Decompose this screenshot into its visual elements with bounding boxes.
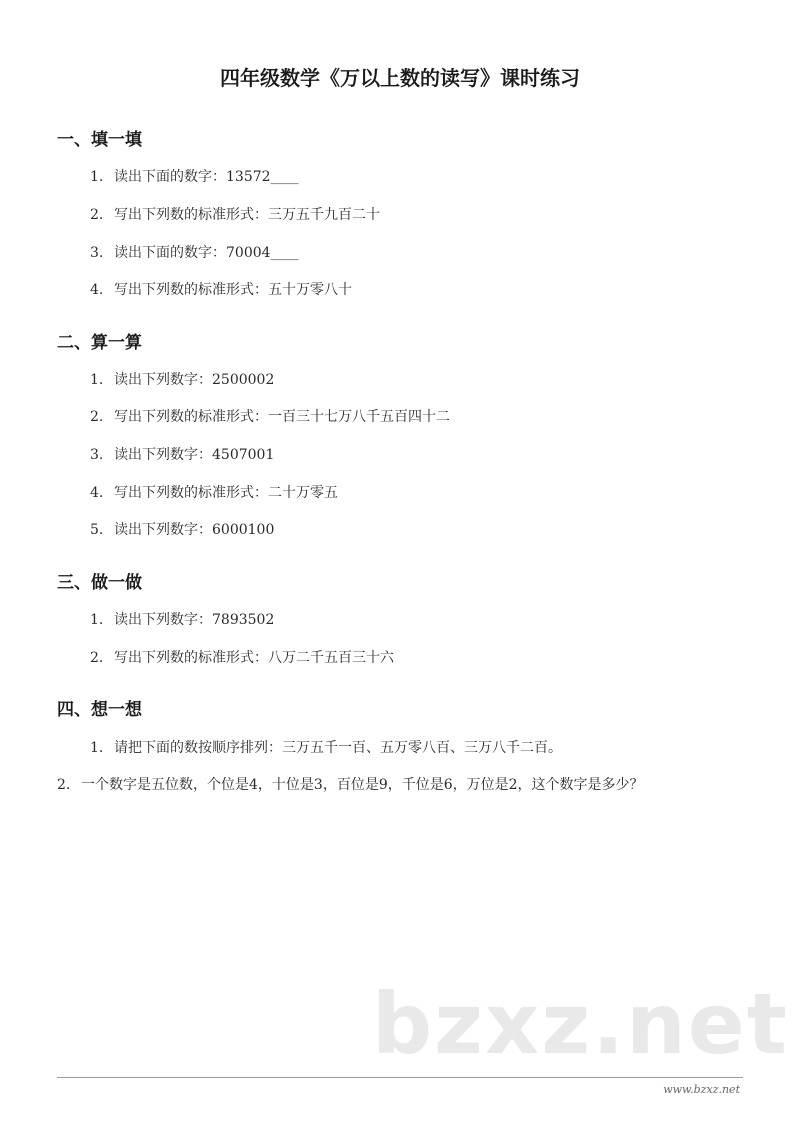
list-item xyxy=(90,279,352,299)
item-text: 读出下列数字：4507001 xyxy=(114,447,275,463)
list-item xyxy=(57,774,644,794)
item-text: 一个数字是五位数，个位是4，十位是3，百位是9，千位是6，万位是2，这个数字是多少？ xyxy=(81,777,644,793)
section-heading-4: 四、想一想 xyxy=(57,700,142,720)
item-number: 3. xyxy=(90,447,104,463)
list-item xyxy=(90,242,299,262)
item-text: 请把下面的数按顺序排列：三万五千一百、五万零八百、三万八千二百。 xyxy=(114,740,562,756)
item-text: 写出下列数的标准形式：一百三十七万八千五百四十二 xyxy=(114,409,450,425)
list-item xyxy=(90,369,274,389)
item-number: 2. xyxy=(57,777,71,793)
item-number: 4. xyxy=(90,282,104,298)
item-text: 写出下列数的标准形式：三万五千九百二十 xyxy=(114,207,380,223)
item-number: 2. xyxy=(90,650,104,666)
watermark: bzxz.net xyxy=(372,975,789,1073)
section-heading-1: 一、填一填 xyxy=(57,130,142,150)
footer-rule xyxy=(57,1077,743,1078)
page-title: 四年级数学《万以上数的读写》课时练习 xyxy=(220,66,580,90)
item-number: 1. xyxy=(90,169,104,185)
item-text: 读出下面的数字：70004____ xyxy=(114,245,299,261)
section-heading-2: 二、算一算 xyxy=(57,333,142,353)
item-text: 写出下列数的标准形式：八万二千五百三十六 xyxy=(114,650,394,666)
list-item xyxy=(90,204,380,224)
item-number: 4. xyxy=(90,485,104,501)
section-heading-3: 三、做一做 xyxy=(57,573,142,593)
item-number: 1. xyxy=(90,740,104,756)
footer-url: www.bzxz.net xyxy=(663,1083,740,1096)
item-text: 写出下列数的标准形式：五十万零八十 xyxy=(114,282,352,298)
item-number: 2. xyxy=(90,409,104,425)
list-item xyxy=(90,609,274,629)
list-item xyxy=(90,482,338,502)
list-item xyxy=(90,647,394,667)
item-text: 写出下列数的标准形式：二十万零五 xyxy=(114,485,338,501)
item-number: 1. xyxy=(90,372,104,388)
list-item xyxy=(90,519,274,539)
list-item xyxy=(90,737,562,757)
item-text: 读出下面的数字：13572____ xyxy=(114,169,299,185)
item-number: 5. xyxy=(90,522,104,538)
list-item xyxy=(90,444,274,464)
list-item xyxy=(90,406,450,426)
item-text: 读出下列数字：7893502 xyxy=(114,612,275,628)
item-number: 1. xyxy=(90,612,104,628)
item-number: 3. xyxy=(90,245,104,261)
item-number: 2. xyxy=(90,207,104,223)
item-text: 读出下列数字：2500002 xyxy=(114,372,275,388)
item-text: 读出下列数字：6000100 xyxy=(114,522,275,538)
list-item xyxy=(90,166,299,186)
